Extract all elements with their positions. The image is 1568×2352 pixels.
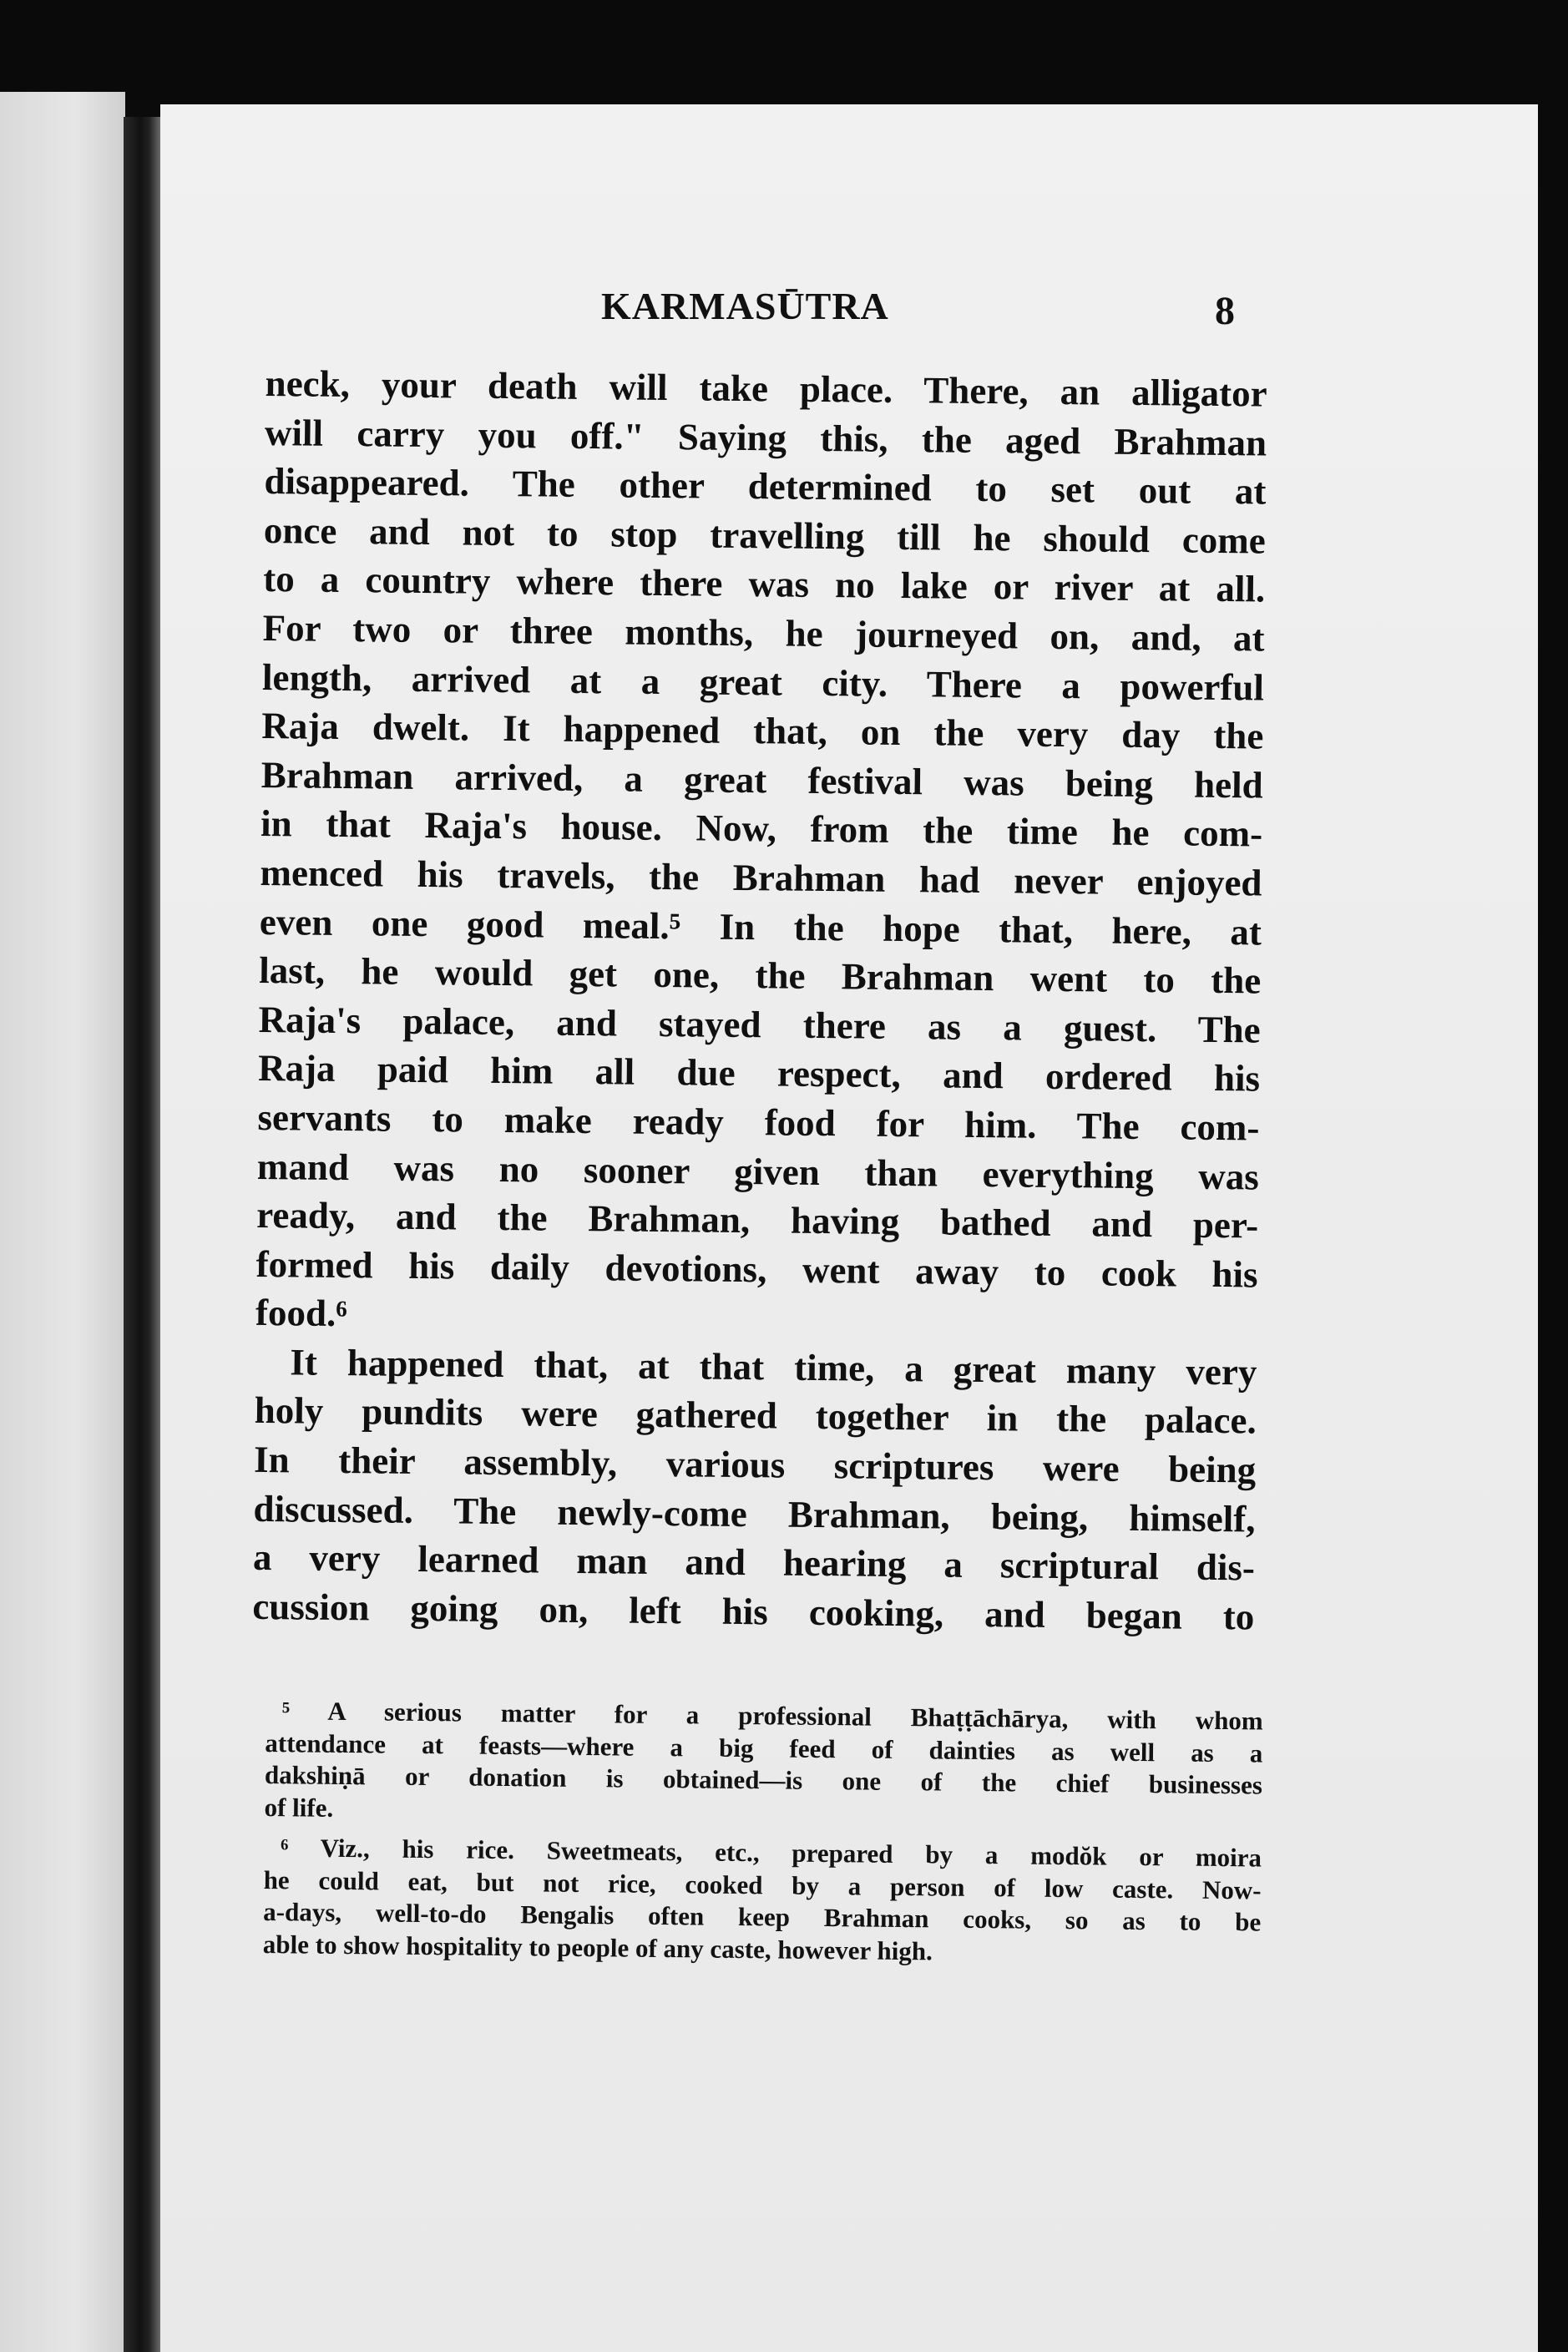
facing-page-edge [0, 92, 125, 2352]
text-line: formed his daily devotions, went away to cook his [255, 1242, 1258, 1296]
text-line: discussed. The newly-come Brahman, being, himself, [253, 1487, 1256, 1540]
text-line: length, arrived at a great city. There a powerful [261, 655, 1265, 709]
text-line: disappeared. The other determined to set out at [264, 460, 1267, 513]
paragraph-1 [255, 359, 1267, 1348]
text-line: last, he would get one, the Brahman went to the [259, 949, 1262, 1002]
running-head-title: KARMASŪTRA [601, 285, 889, 327]
text-line: once and not to stop travelling till he should come [263, 508, 1267, 562]
text-line: In their assembly, various scriptures were being [253, 1438, 1257, 1491]
footnote-line: he could eat, but not rice, cooked by a person of low caste. Now- [263, 1864, 1262, 1905]
text-line: food.⁶ [255, 1292, 348, 1335]
text-line: a very learned man and hearing a scriptural dis- [252, 1536, 1256, 1589]
footnotes [263, 1695, 1263, 1979]
text-line: will carry you off." Saying this, the aged Brahman [264, 411, 1267, 464]
text-line: For two or three months, he journeyed on, and, at [262, 606, 1265, 660]
book-gutter [124, 117, 160, 2352]
footnote-line: dakshiṇā or donation is obtained—is one of the chief businesses [264, 1759, 1263, 1800]
footnote-line: a-days, well-to-do Bengalis often keep Brahman cooks, so as to be [263, 1896, 1262, 1937]
text-line: holy pundits were gathered together in the palace. [254, 1389, 1257, 1442]
text-line: ready, and the Brahman, having bathed and per- [256, 1194, 1259, 1247]
text-line: servants to make ready food for him. The com- [257, 1095, 1260, 1149]
body-text [252, 359, 1267, 1641]
text-line: mand was no sooner given than everything was [256, 1145, 1260, 1198]
text-line: Raja dwelt. It happened that, on the very day the [261, 705, 1264, 757]
text-line: to a country where there was no lake or river at all. [262, 558, 1266, 610]
footnote-line: ⁵ A serious matter for a professional Bhaṭṭāchārya, with whom [281, 1696, 1263, 1736]
footnote-line: of life. [264, 1792, 334, 1823]
text-line: Raja's palace, and stayed there as a guest. The [258, 998, 1261, 1051]
footnote-line: able to show hospitality to people of any caste, however high. [262, 1929, 933, 1965]
text-line: Raja paid him all due respect, and ordered his [257, 1047, 1261, 1100]
text-line: even one good meal.⁵ In the hope that, here, at [259, 900, 1262, 953]
text-line: Brahman arrived, a great festival was being held [260, 753, 1263, 807]
footnote-line: ⁶ Viz., his rice. Sweetmeats, etc., prepared by a modŏk or moira [280, 1833, 1262, 1873]
text-line: menced his travels, the Brahman had never enjoyed [260, 851, 1262, 904]
page-number: 8 [1215, 289, 1235, 333]
text-line: neck, your death will take place. There, an alligator [265, 362, 1267, 415]
footnote-line: attendance at feasts—where a big feed of dainties as well as a [265, 1727, 1263, 1768]
footnote-6 [263, 1832, 1262, 1971]
scan-top-border [0, 0, 1568, 100]
text-line: It happened that, at that time, a great many very [290, 1341, 1257, 1393]
text-line: cussion going on, left his cooking, and began to [252, 1585, 1255, 1638]
footnote-5 [264, 1695, 1263, 1834]
paragraph-2 [252, 1338, 1257, 1641]
scan-right-border [1538, 0, 1568, 2352]
text-line: in that Raja's house. Now, from the time he com- [260, 802, 1263, 855]
